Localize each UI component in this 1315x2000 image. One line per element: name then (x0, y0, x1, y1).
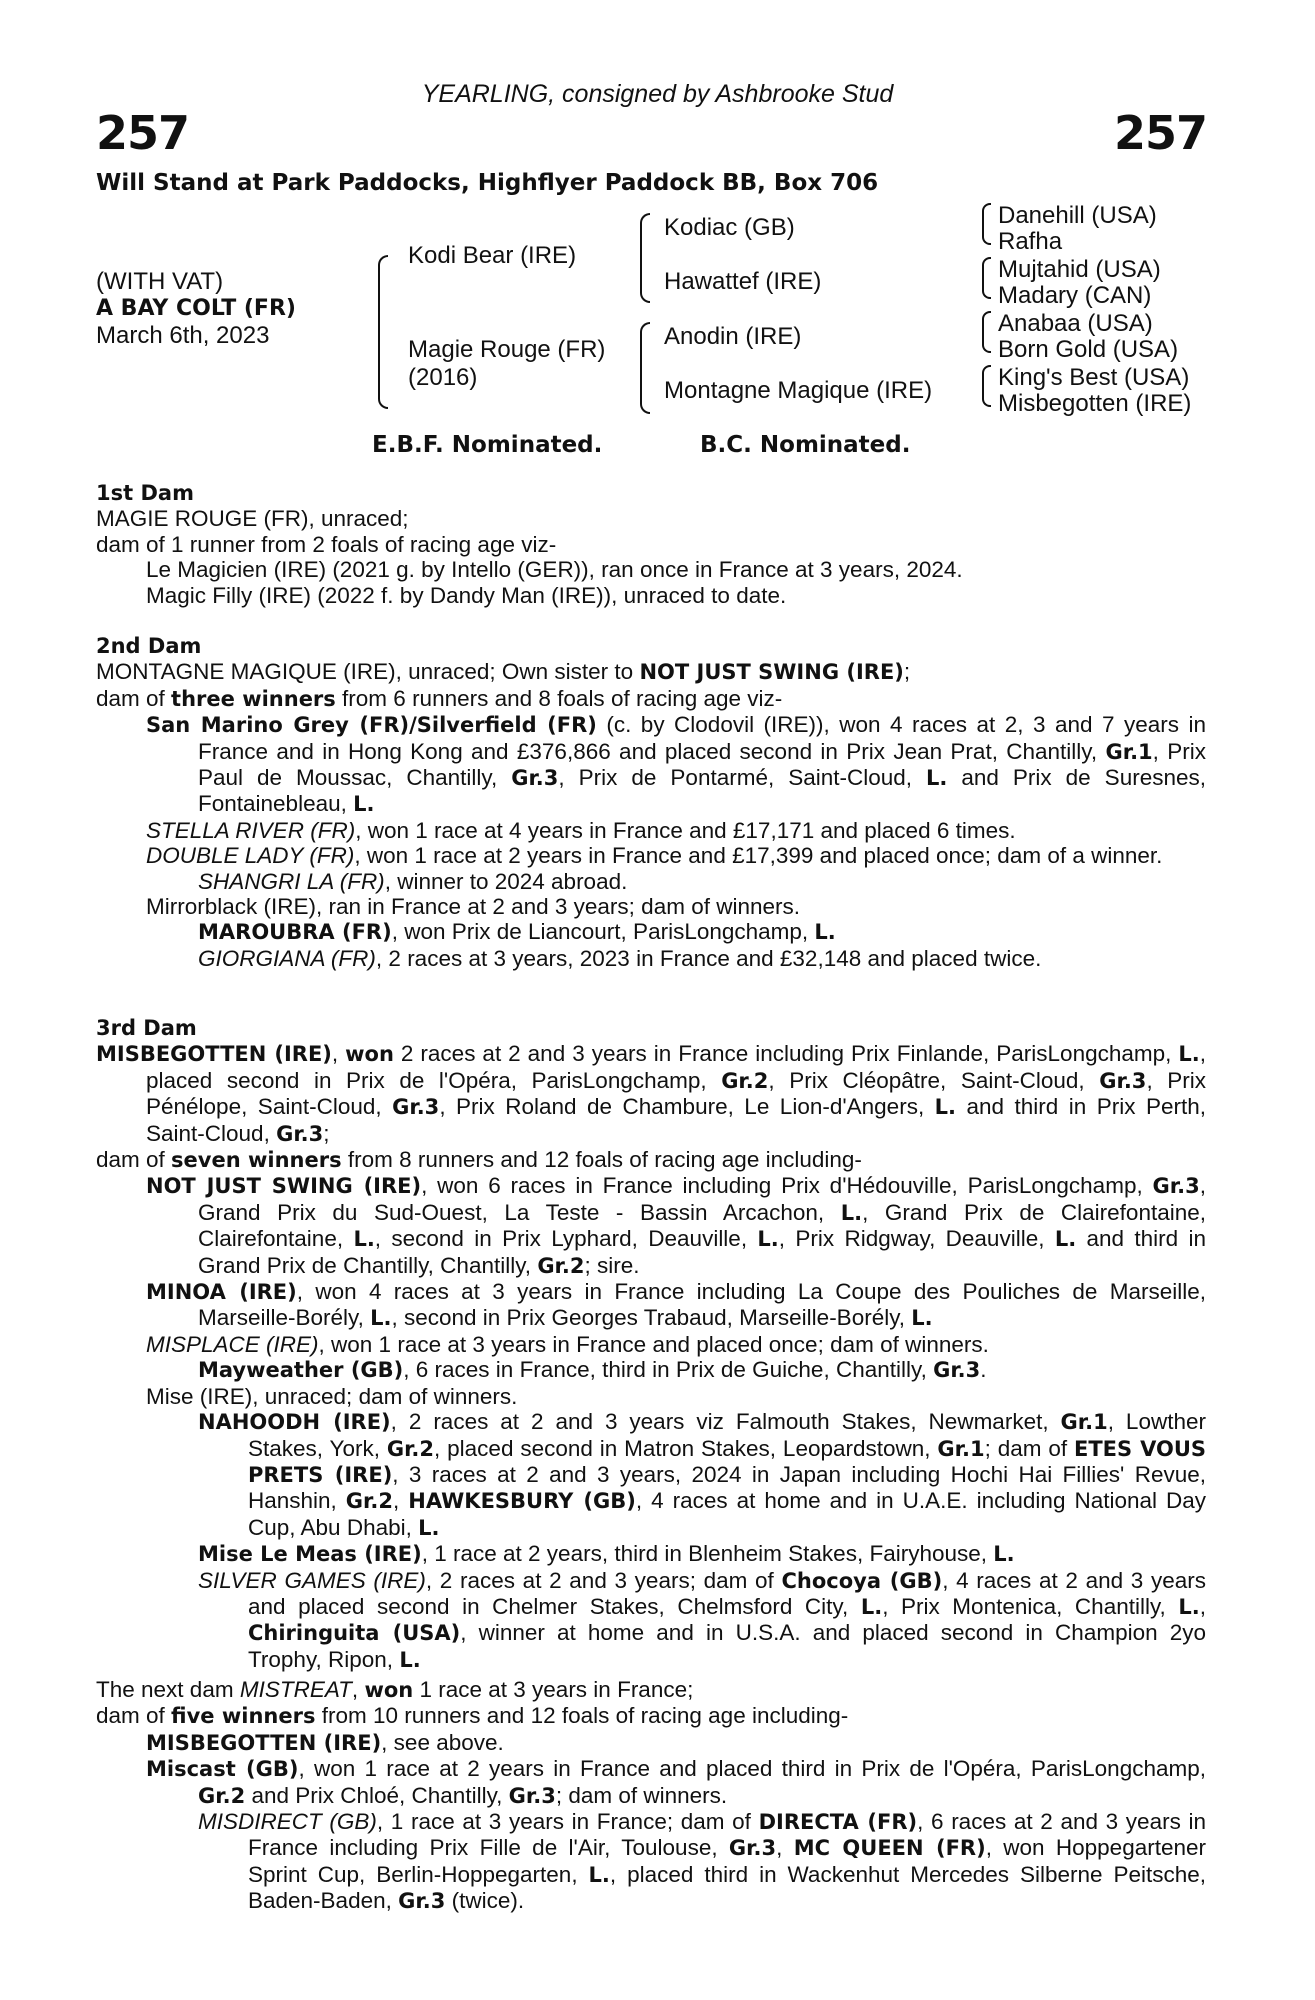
bold-text: MC QUEEN (FR) (793, 1836, 986, 1861)
bold-text: Gr.1 (937, 1436, 985, 1461)
bold-text: three winners (171, 686, 336, 711)
pedigree-brace-sire (640, 213, 650, 303)
bold-text: won (364, 1678, 414, 1702)
progeny-san-marino-grey (96, 712, 1206, 818)
bold-text: Gr.3 (276, 1121, 324, 1146)
text-run: , Lowther Stakes, York, (248, 1409, 1206, 1461)
bold-text: Gr.2 (198, 1783, 246, 1808)
progeny-maroubra (96, 919, 1206, 945)
progeny-mise: Mise (IRE), unraced; dam of winners. (146, 1383, 518, 1409)
bold-text: L. (370, 1306, 392, 1331)
text-run: , won 1 race at 2 years in France and placed third in Prix de l'Opéra, ParisLongchamp, (298, 1756, 1206, 1782)
progeny-minoa (96, 1279, 1206, 1332)
third-dam-misbegotten (96, 1041, 1206, 1147)
text-run: , placed second in Prix de l'Opéra, ParisLongchamp, (146, 1041, 1206, 1093)
text-run: , 2 races at 3 years, 2023 in France and £32,148 and placed twice. (375, 945, 1042, 971)
text-run: 2 races at 2 and 3 years in France including Prix Finlande, ParisLongchamp, (393, 1041, 1179, 1067)
bold-text: Gr.3 (398, 1889, 446, 1914)
italic-text: DOUBLE LADY (FR) (146, 843, 355, 869)
text-run: , winner at home and in U.S.A. and placed second in Champion 2yo Trophy, Ripon, (248, 1620, 1206, 1672)
text-run: ; dam of winners. (555, 1782, 728, 1808)
text-run: from 10 runners and 12 foals of racing age including- (315, 1703, 849, 1729)
bold-text: NOT JUST SWING (IRE) (639, 660, 904, 685)
bold-text: Gr.3 (1099, 1068, 1147, 1093)
pedigree-g3-1: Danehill (USA) (998, 202, 1157, 229)
progeny-mirrorblack: Mirrorblack (IRE), ran in France at 2 and 3 years; dam of winners. (146, 894, 800, 920)
bold-text: L. (1054, 1227, 1077, 1252)
third-dam-heading: 3rd Dam (96, 1016, 197, 1040)
consignor-line: YEARLING, consigned by Ashbrooke Stud (421, 80, 894, 108)
bold-text: L. (926, 766, 948, 791)
stand-location: Will Stand at Park Paddocks, Highflyer Paddock BB, Box 706 (96, 170, 879, 196)
bold-text: Gr.3 (728, 1836, 777, 1861)
text-run: , (331, 1041, 346, 1067)
text-run: , see above. (381, 1729, 504, 1755)
text-run: ; (903, 659, 911, 685)
lot-number-left: 257 (96, 106, 190, 160)
text-run: , 6 races in France, third in Prix de Guiche, Chantilly, (403, 1357, 934, 1383)
bc-nominated: B.C. Nominated. (700, 432, 911, 458)
bold-text: L. (860, 1594, 883, 1619)
text-run: , placed third in Wackenhut Mercedes Silberne Peitsche, Baden-Baden, (248, 1861, 1206, 1914)
text-run: , Prix de Pontarmé, Saint-Cloud, (558, 765, 927, 791)
text-run: , Prix Ridgway, Deauville, (778, 1226, 1055, 1252)
text-run: , won 6 races in France including Prix d'Hédouville, ParisLongchamp, (421, 1173, 1153, 1199)
first-dam-name: MAGIE ROUGE (FR), unraced; (96, 506, 409, 532)
pedigree-g3-4: Madary (CAN) (998, 282, 1152, 309)
progeny-not-just-swing (96, 1173, 1206, 1279)
text-run: , 1 race at 3 years in France; dam of (376, 1809, 759, 1835)
bold-text: Gr.2 (721, 1068, 769, 1093)
text-run: and Prix de Suresnes, Fontainebleau, (198, 765, 1206, 817)
text-run: , Prix Roland de Chambure, Le Lion-d'Angers, (439, 1094, 935, 1120)
pedigree-brace-ds (982, 311, 991, 353)
text-run: , 1 race at 2 years, third in Blenheim Stakes, Fairyhouse, (421, 1541, 994, 1567)
bold-text: MINOA (IRE) (146, 1280, 297, 1305)
text-run: , 2 races at 2 and 3 years; dam of (425, 1567, 782, 1593)
progeny-nahoodh (96, 1409, 1206, 1541)
bold-text: Gr.2 (537, 1253, 585, 1278)
bold-text: Gr.3 (511, 766, 559, 791)
vat-note: (WITH VAT) (96, 268, 224, 295)
bold-text: seven winners (171, 1148, 342, 1173)
italic-text: MISTREAT (239, 1677, 352, 1702)
second-dam-section (96, 634, 1206, 971)
ebf-nominated: E.B.F. Nominated. (372, 432, 603, 458)
pedigree-dam-sire: Anodin (IRE) (664, 323, 802, 350)
text-run: , won 4 races at 3 years in France including La Coupe des Pouliches de Marseille, Marseille-Borély, (198, 1279, 1206, 1331)
first-dam-heading: 1st Dam (96, 481, 194, 505)
pedigree-sire-dam: Hawattef (IRE) (664, 268, 822, 295)
bold-text: L. (993, 1542, 1015, 1567)
bold-text: L. (814, 920, 836, 945)
bold-text: MISBEGOTTEN (IRE) (146, 1730, 382, 1755)
pedigree-brace-sd (982, 257, 991, 299)
first-dam-summary: dam of 1 runner from 2 foals of racing age viz- (96, 531, 557, 557)
second-dam-heading: 2nd Dam (96, 634, 202, 658)
bold-text: L. (418, 1515, 440, 1540)
text-run: , winner to 2024 abroad. (384, 868, 628, 894)
text-run: (twice). (445, 1888, 525, 1914)
bold-text: Gr.1 (1105, 739, 1153, 764)
bold-text: Gr.3 (392, 1095, 440, 1120)
bold-text: Gr.2 (386, 1436, 435, 1461)
pedigree-brace-dd (982, 365, 991, 407)
text-run: dam of (96, 1147, 172, 1173)
progeny-mayweather (96, 1357, 1206, 1383)
text-run: , (1199, 1593, 1206, 1619)
bold-text: five winners (171, 1704, 316, 1729)
pedigree-g3-6: Born Gold (USA) (998, 336, 1179, 363)
text-run: ; (323, 1120, 330, 1146)
text-run: and third in Prix Perth, Saint-Cloud, (146, 1094, 1206, 1146)
pedigree-sire-sire: Kodiac (GB) (664, 214, 795, 241)
bold-text: L. (1178, 1042, 1200, 1067)
first-dam-section (96, 481, 1206, 608)
text-run: , 2 races at 2 and 3 years viz Falmouth Stakes, Newmarket, (390, 1409, 1061, 1435)
text-run: ; dam of (984, 1435, 1075, 1461)
text-run: , Prix Cléopâtre, Saint-Cloud, (768, 1067, 1100, 1093)
text-run: and Prix Chloé, Chantilly, (245, 1782, 509, 1808)
third-dam-summary (96, 1147, 1206, 1173)
pedigree-g3-7: King's Best (USA) (998, 364, 1190, 391)
pedigree-g3-5: Anabaa (USA) (998, 310, 1153, 337)
bold-text: Gr.3 (933, 1358, 981, 1383)
text-run: from 8 runners and 12 foals of racing age including- (341, 1147, 862, 1173)
text-run: , 4 races at home and in U.A.E. including National Day Cup, Abu Dhabi, (248, 1488, 1206, 1540)
bold-text: HAWKESBURY (GB) (408, 1489, 636, 1514)
text-run: dam of (96, 685, 172, 711)
pedigree-g3-3: Mujtahid (USA) (998, 256, 1161, 283)
text-run: , Prix Montenica, Chantilly, (882, 1593, 1179, 1619)
text-run: . (980, 1357, 987, 1383)
bold-text: MAROUBRA (FR) (198, 920, 392, 945)
text-run: , Prix Paul de Moussac, Chantilly, (198, 738, 1206, 791)
fourth-dam-summary (96, 1703, 1206, 1729)
text-run: The next dam (96, 1677, 240, 1702)
pedigree-dam-year: (2016) (408, 364, 478, 391)
bold-text: Chocoya (GB) (781, 1568, 943, 1593)
text-run: , second in Prix Georges Trabaud, Marseille-Borély, (391, 1305, 912, 1331)
bold-text: MISBEGOTTEN (IRE) (96, 1042, 332, 1067)
progeny-giorgiana (96, 946, 1206, 971)
text-run: , Grand Prix du Sud-Ouest, La Teste - Bassin Arcachon, (198, 1173, 1206, 1225)
progeny-double-lady (96, 843, 1206, 868)
italic-text: MISDIRECT (GB) (198, 1809, 377, 1835)
italic-text: SILVER GAMES (IRE) (198, 1567, 426, 1593)
produce-2: Magic Filly (IRE) (2022 f. by Dandy Man (IRE)), unraced to date. (146, 582, 787, 608)
text-run: , (351, 1677, 365, 1702)
bold-text: L. (1178, 1594, 1200, 1619)
progeny-stella-river (96, 818, 1206, 843)
text-run: , 6 races at 2 and 3 years in France including Prix Fille de l'Air, Toulouse, (248, 1809, 1206, 1861)
bold-text: ETES VOUS PRETS (IRE) (248, 1436, 1206, 1487)
fourth-dam-section (96, 1677, 1206, 1915)
fourth-dam-mistreat (96, 1677, 1206, 1703)
second-dam-summary (96, 686, 1206, 712)
progeny-misdirect (96, 1809, 1206, 1915)
pedigree-sire: Kodi Bear (IRE) (408, 242, 577, 269)
text-run: , (776, 1835, 794, 1861)
third-dam-section (96, 1016, 1206, 1673)
produce-1: Le Magicien (IRE) (2021 g. by Intello (GER)), ran once in France at 3 years, 2024. (146, 557, 963, 583)
pedigree-dam: Magie Rouge (FR) (408, 336, 606, 363)
horse-name: A BAY COLT (FR) (96, 296, 296, 321)
text-run: from 6 runners and 8 foals of racing age viz- (335, 685, 783, 711)
bold-text: L. (840, 1200, 863, 1225)
progeny-misbegotten (96, 1730, 1206, 1756)
bold-text: Mise Le Meas (IRE) (198, 1542, 422, 1567)
pedigree-g3-2: Rafha (998, 228, 1063, 255)
bold-text: L. (588, 1862, 610, 1887)
text-run: , second in Prix Lyphard, Deauville, (374, 1226, 758, 1252)
progeny-misplace (96, 1332, 1206, 1357)
pedigree-brace-main (378, 255, 388, 409)
progeny-miscast (96, 1756, 1206, 1809)
text-run: , Grand Prix de Clairefontaine, Clairefontaine, (198, 1199, 1206, 1252)
bold-text: Chiringuita (USA) (248, 1621, 461, 1646)
bold-text: Gr.1 (1060, 1410, 1108, 1435)
bold-text: Gr.3 (508, 1783, 556, 1808)
text-run: , won Hoppegartener Sprint Cup, Berlin-Hoppegarten, (248, 1835, 1207, 1887)
text-run: 1 race at 3 years in France; (413, 1677, 694, 1702)
italic-text: STELLA RIVER (FR) (146, 817, 356, 843)
bold-text: L. (353, 792, 375, 817)
text-run: , won 1 race at 2 years in France and £17,399 and placed once; dam of a winner. (354, 843, 1163, 869)
text-run: , won 1 race at 4 years in France and £17,171 and placed 6 times. (355, 817, 1016, 843)
bold-text: L. (934, 1095, 957, 1120)
bold-text: Miscast (GB) (146, 1757, 299, 1782)
progeny-mise-le-meas (96, 1541, 1206, 1567)
pedigree-g3-8: Misbegotten (IRE) (998, 390, 1192, 417)
text-run: and third in Grand Prix de Chantilly, Chantilly, (198, 1226, 1207, 1278)
second-dam-name (96, 659, 1206, 685)
bold-text: Gr.3 (1152, 1174, 1200, 1199)
italic-text: MISPLACE (IRE) (146, 1331, 319, 1357)
bold-text: L. (399, 1647, 421, 1672)
text-run: , 4 races at 2 and 3 years and placed second in Chelmer Stakes, Chelmsford City, (248, 1567, 1206, 1619)
text-run: , (393, 1488, 409, 1514)
text-run: , won 1 race at 3 years in France and placed once; dam of winners. (318, 1331, 989, 1357)
bold-text: L. (757, 1227, 779, 1252)
bold-text: NOT JUST SWING (IRE) (146, 1174, 422, 1199)
text-run: , placed second in Matron Stakes, Leopardstown, (434, 1435, 938, 1461)
italic-text: SHANGRI LA (FR) (198, 868, 385, 894)
bold-text: won (345, 1042, 394, 1067)
lot-number-right: 257 (1113, 106, 1207, 160)
bold-text: NAHOODH (IRE) (198, 1410, 391, 1435)
text-run: MONTAGNE MAGIQUE (IRE), unraced; Own sister to (96, 659, 640, 685)
progeny-silver-games (96, 1568, 1206, 1674)
progeny-shangri-la (96, 869, 1206, 894)
bold-text: San Marino Grey (FR)/Silverfield (FR) (146, 713, 597, 738)
pedigree-brace-ss (982, 203, 991, 245)
text-run: , 3 races at 2 and 3 years, 2024 in Japan including Hochi Hai Fillies' Revue, Hanshin, (248, 1461, 1206, 1514)
bold-text: Mayweather (GB) (198, 1358, 404, 1383)
bold-text: Gr.2 (345, 1489, 393, 1514)
bold-text: DIRECTA (FR) (758, 1810, 918, 1835)
pedigree-dam-dam: Montagne Magique (IRE) (664, 377, 933, 404)
text-run: , Prix Pénélope, Saint-Cloud, (146, 1067, 1206, 1120)
bold-text: L. (911, 1306, 933, 1331)
text-run: (c. by Clodovil (IRE)), won 4 races at 2, 3 and 7 years in France and in Hong Kong and £376,866 and placed second in Prix Jean Prat, Chantilly, (198, 712, 1206, 764)
bold-text: L. (353, 1227, 375, 1252)
text-run: ; sire. (584, 1252, 640, 1278)
text-run: dam of (96, 1703, 172, 1729)
pedigree-brace-dam (640, 322, 650, 414)
horse-dob: March 6th, 2023 (96, 322, 270, 349)
text-run: , won Prix de Liancourt, ParisLongchamp, (391, 919, 815, 945)
italic-text: GIORGIANA (FR) (198, 945, 376, 971)
